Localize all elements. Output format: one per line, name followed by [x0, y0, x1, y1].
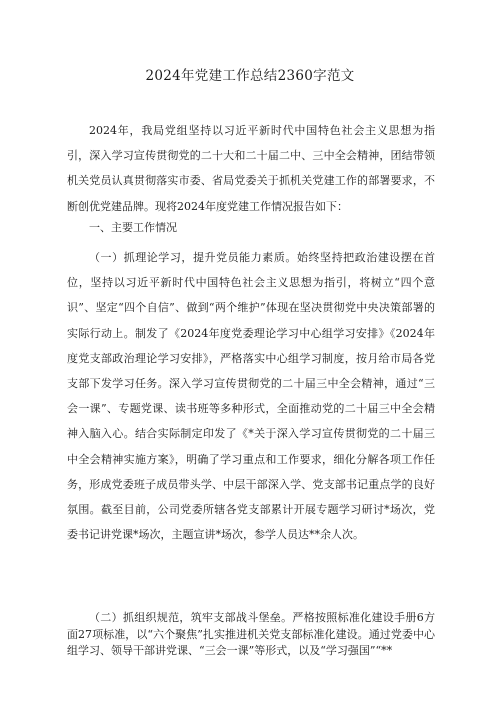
document-title: 2024年党建工作总结2360字范文 — [145, 68, 355, 84]
intro-paragraph: 2024年，我局党组坚持以习近平新时代中国特色社会主义思想为指引，深入学习宣传贯彻党的二十大和二十届二中、三中全会精神，团结带领机关党员认真贯彻落实市委、省局党委关于抓机关党建工作的部署要求，不断创优党建品牌。现将2024年度党建工作情况报告如下： — [67, 124, 435, 213]
section-2-paragraph: （二）抓组织规范，筑牢支部战斗堡垒。严格按照标准化建设手册6方面27项标准，以“六个聚焦”扎实推进机关党支部标准化建设。通过党委中心组学习、领导干部讲党课、“三会一课”等形式，以及“学习强国”“** — [67, 611, 435, 657]
section-heading: 一、主要工作情况 — [89, 221, 177, 234]
section-1-paragraph: （一）抓理论学习，提升党员能力素质。始终坚持把政治建设摆在首位，坚持以习近平新时代中国特色社会主义思想为指引，将树立“四个意识”、坚定“四个自信”、做到“两个维护”体现在坚决贯彻党中央决策部署的实际行动上。制发了《2024年度党委理论学习中心组学习安排》《2024年度党支部政治理论学习安排》，严格落实中心组学习制度，按月给市局各党支部下发学习任务。深入学习宣传贯彻党的二十届三中全会精神，通过“三会一课”、专题党课、读书班等多种形式，全面推动党的二十届三中全会精神入脑入心。结合实际制定印发了《*关于深入学习宣传贯彻党的二十届三中全会精神实施方案》，明确了学习重点和工作要求，细化分解各项工作任务，形成党委班子成员带头学、中层干部深入学、党支部书记重点学的良好氛围。截至目前，公司党委所辖各党支部累计开展专题学习研讨*场次，党委书记讲党课*场次，主题宣讲*场次，参学人员达**余人次。 — [67, 251, 435, 542]
